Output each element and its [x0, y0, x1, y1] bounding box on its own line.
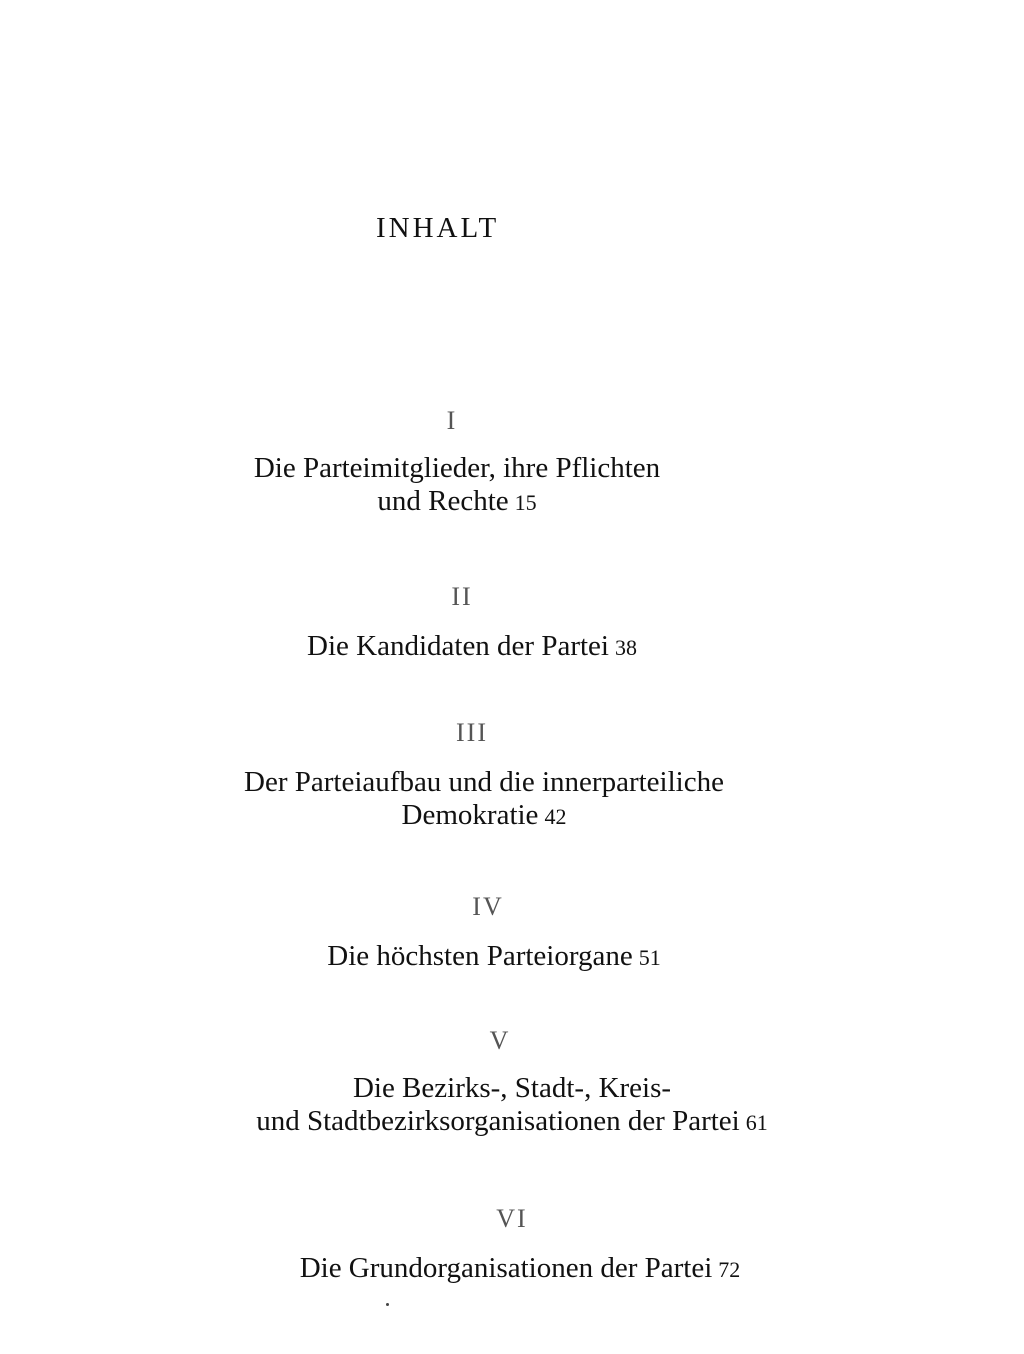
- toc-entry-1-line-1: Die Parteimitglieder, ihre Pflichten: [253, 452, 661, 484]
- toc-entry-2-line-1-text: Die Kandidaten der Partei: [307, 630, 609, 662]
- toc-entry-4-line-1: [304, 940, 684, 973]
- section-numeral-5: V: [489, 1026, 511, 1055]
- page-number-1: 15: [514, 490, 537, 515]
- toc-entry-2-line-1: [282, 630, 662, 663]
- page-number-6: 72: [718, 1257, 741, 1282]
- page-number-5: 61: [745, 1110, 768, 1135]
- toc-entry-6-line-1-text: Die Grundorganisationen der Partei: [299, 1252, 713, 1284]
- toc-entry-1-line-2: [232, 485, 682, 518]
- toc-entry-1-line-2-text: und Rechte: [377, 485, 509, 517]
- section-numeral-2: II: [451, 582, 473, 611]
- page-title: INHALT: [376, 212, 500, 244]
- section-numeral-4: IV: [472, 892, 504, 921]
- section-numeral-6: VI: [496, 1204, 528, 1233]
- toc-entry-6-line-1: [270, 1252, 770, 1285]
- section-numeral-3: III: [456, 718, 488, 747]
- toc-entry-6: [270, 1252, 770, 1285]
- toc-entry-3: [214, 766, 754, 832]
- toc-entry-3-line-1: Der Parteiaufbau und die innerparteiliche: [244, 766, 724, 798]
- page-number-3: 42: [544, 804, 567, 829]
- toc-entry-4-line-1-text: Die höchsten Parteiorgane: [327, 940, 633, 972]
- scan-speck: [386, 1303, 389, 1306]
- toc-entry-5: [222, 1072, 802, 1138]
- toc-entry-1: [232, 452, 682, 518]
- toc-entry-3-line-2: [214, 799, 754, 832]
- section-numeral-1: I: [446, 406, 458, 435]
- toc-entry-3-line-2-text: Demokratie: [401, 799, 539, 831]
- toc-entry-2: [282, 630, 662, 663]
- page-number-4: 51: [638, 945, 661, 970]
- page-number-2: 38: [614, 635, 637, 660]
- toc-entry-4: [304, 940, 684, 973]
- toc-entry-5-line-1: Die Bezirks-, Stadt-, Kreis-: [352, 1072, 672, 1104]
- toc-entry-5-line-2: [222, 1105, 802, 1138]
- toc-entry-5-line-2-text: und Stadtbezirksorganisationen der Partei: [256, 1105, 740, 1137]
